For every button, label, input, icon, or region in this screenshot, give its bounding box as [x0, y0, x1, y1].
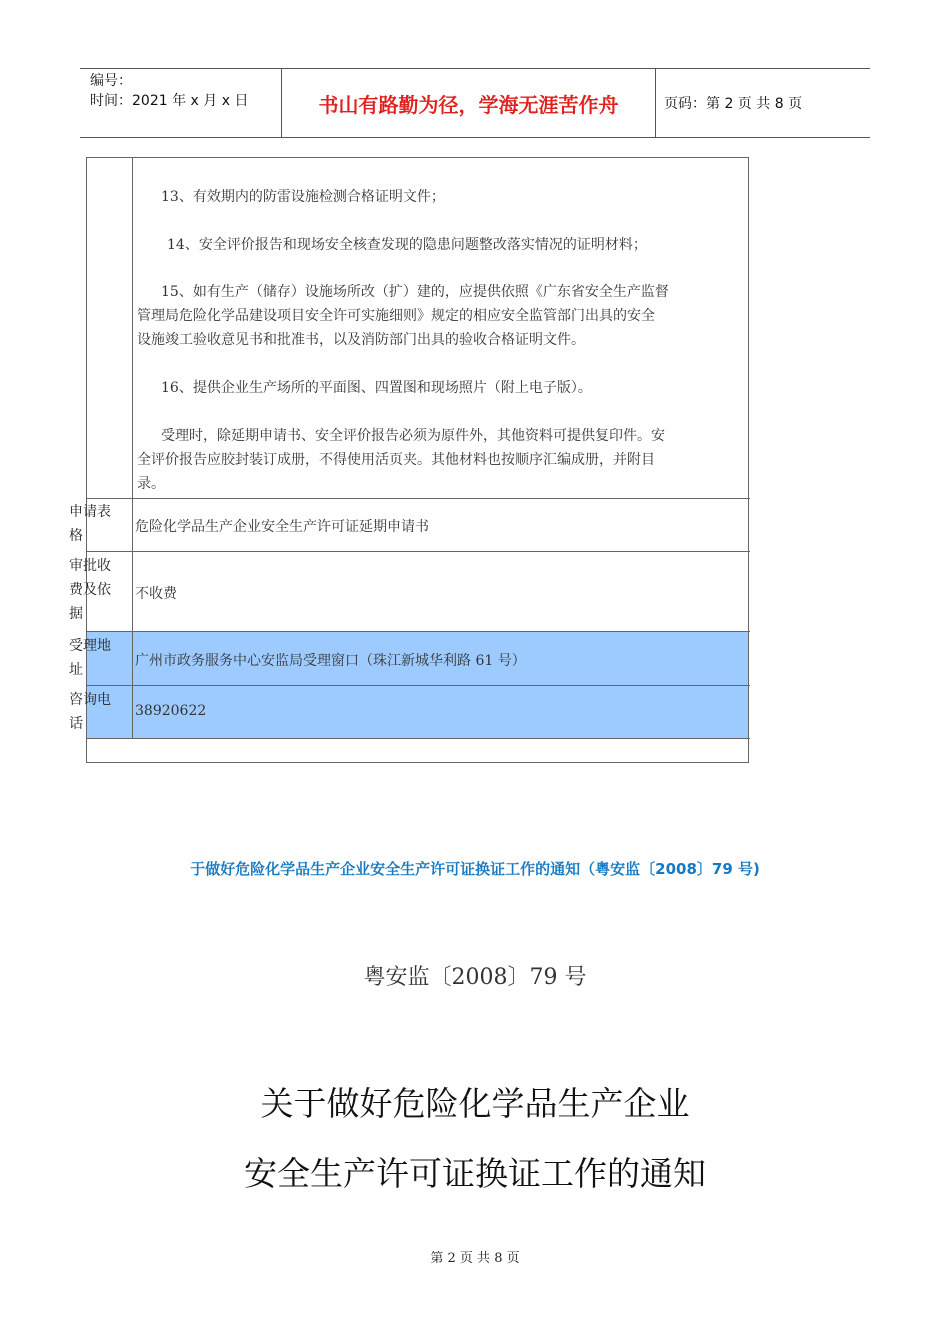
- list-item: 16、提供企业生产场所的平面图、四置图和现场照片（附上电子版）。: [161, 380, 592, 396]
- phone-value: 38920622: [135, 703, 207, 719]
- row-divider: [87, 631, 750, 632]
- list-item: 管理局危险化学品建设项目安全许可实施细则》规定的相应安全监管部门出具的安全: [137, 308, 655, 324]
- row-divider: [87, 551, 750, 552]
- page-footer: 第 2 页 共 8 页: [430, 1251, 520, 1266]
- fee-label: 审批收 费及依 据: [69, 558, 111, 622]
- address-value: 广州市政务服务中心安监局受理窗口（珠江新城华利路 61 号）: [135, 653, 526, 669]
- notice-title-line2: 安全生产许可证换证工作的通知: [244, 1154, 706, 1193]
- row-divider: [87, 738, 750, 739]
- address-label: 受理地 址: [69, 638, 111, 678]
- page-indicator: 页码：第 2 页 共 8 页: [664, 96, 803, 112]
- phone-label: 咨询电 话: [69, 692, 111, 732]
- notice-title-line1: 关于做好危险化学品生产企业: [260, 1084, 690, 1123]
- row-divider: [87, 685, 750, 686]
- document-number: 粤安监〔2008〕79 号: [363, 965, 587, 990]
- notice-link-title[interactable]: 于做好危险化学品生产企业安全生产许可证换证工作的通知（粤安监〔2008〕79 号): [190, 860, 760, 878]
- document-number-label: 编号：: [90, 73, 132, 89]
- list-item: 13、有效期内的防雷设施检测合格证明文件；: [161, 189, 445, 205]
- header-motto: 书山有路勤为径，学海无涯苦作舟: [281, 69, 656, 137]
- list-item: 受理时，除延期申请书、安全评价报告必须为原件外，其他资料可提供复印件。安: [161, 428, 665, 444]
- column-divider: [132, 158, 133, 738]
- row-divider: [87, 498, 750, 499]
- form-value: 危险化学品生产企业安全生产许可证延期申请书: [135, 519, 429, 535]
- list-item: 14、安全评价报告和现场安全核查发现的隐患问题整改落实情况的证明材料；: [167, 237, 647, 253]
- document-date: 时间：2021 年 x 月 x 日: [90, 93, 249, 109]
- page-header: [80, 68, 870, 138]
- requirements-table: [69, 157, 749, 763]
- list-item: 全评价报告应胶封装订成册，不得使用活页夹。其他材料也按顺序汇编成册，并附目: [137, 452, 655, 468]
- list-item: 15、如有生产（储存）设施场所改（扩）建的，应提供依照《广东省安全生产监督: [161, 284, 669, 300]
- header-meta: [90, 71, 248, 111]
- fee-value: 不收费: [135, 586, 177, 602]
- list-item: 录。: [137, 476, 165, 492]
- list-item: 设施竣工验收意见书和批准书，以及消防部门出具的验收合格证明文件。: [137, 332, 585, 348]
- form-label: 申请表 格: [69, 504, 111, 544]
